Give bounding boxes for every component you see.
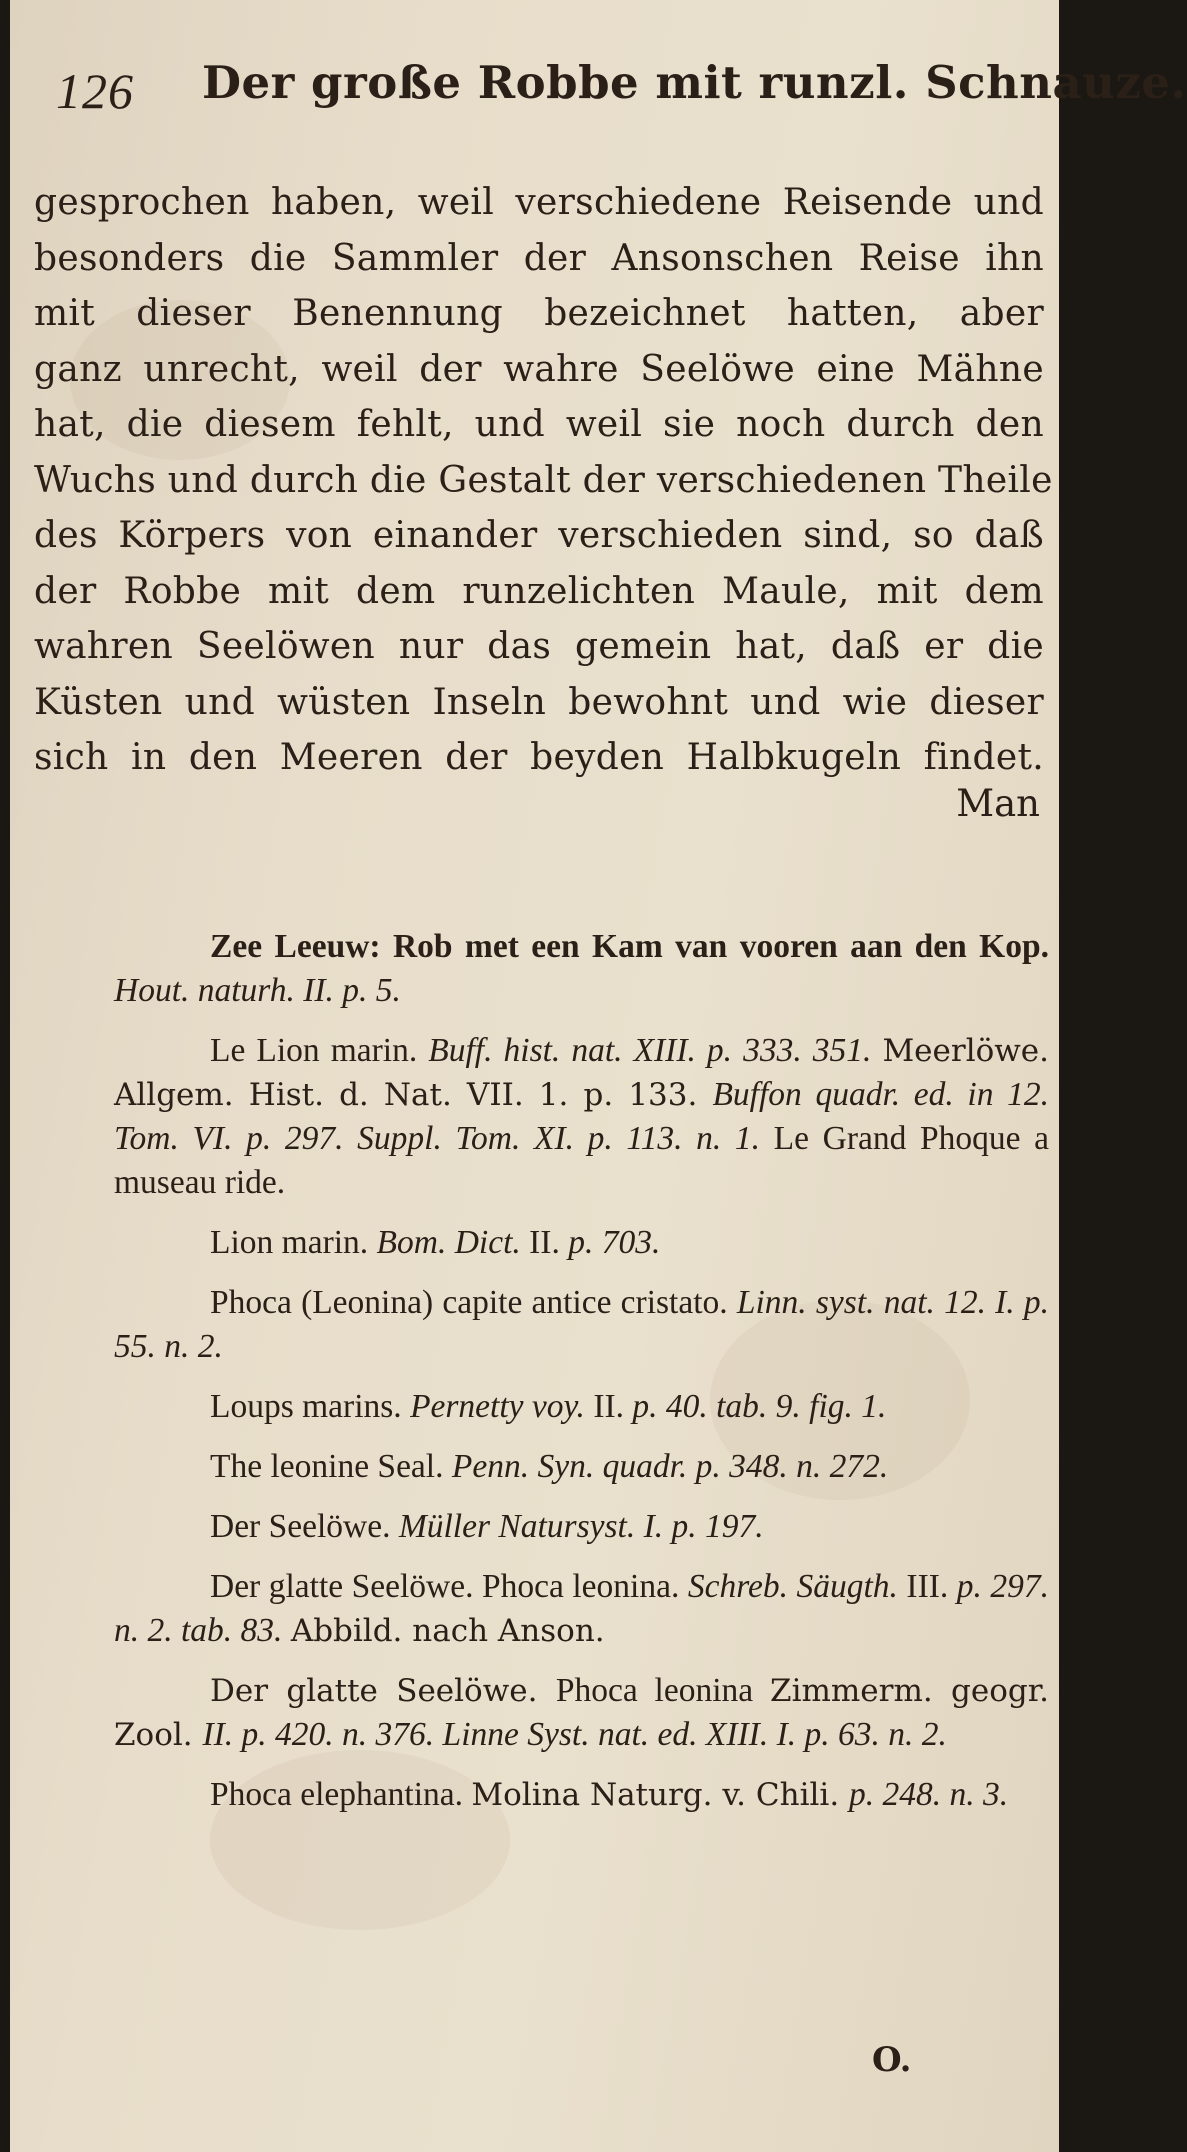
synonymy-entry	[114, 1505, 1049, 1549]
citation-segment: II.	[593, 1388, 633, 1425]
synonymy-entry	[114, 1565, 1049, 1653]
signature-mark: O.	[872, 2040, 912, 2080]
text-line: ganz unrecht, weil der wahre Seelöwe eine Mähne	[34, 348, 1044, 390]
citation-segment: Molina Naturg. v. Chili.	[471, 1777, 850, 1813]
citation-segment: Le Lion marin.	[210, 1032, 429, 1069]
citation-segment: III.	[906, 1568, 957, 1605]
main-text	[34, 175, 1053, 786]
text-line: gesprochen haben, weil verschiedene Reisende und	[34, 182, 1044, 223]
citation-segment: II. p. 420. n. 376. Linne Syst. nat. ed. XIII. I. p. 63. n. 2.	[202, 1716, 947, 1753]
page-header	[42, 56, 1187, 126]
synonymy-entry	[114, 1773, 1049, 1817]
synonymy-entry	[114, 1669, 1049, 1757]
citation-segment: p. 40. tab. 9. fig. 1.	[632, 1388, 887, 1425]
synonymy-entry	[114, 1029, 1049, 1205]
citation-segment: Lion marin.	[210, 1224, 377, 1261]
book-page	[10, 0, 1187, 2152]
text-line: sich in den Meeren der beyden Halbkugeln findet.	[34, 737, 1044, 778]
citation-segment: p. 703.	[568, 1224, 661, 1261]
citation-segment: Phoca leonina	[555, 1672, 771, 1709]
synonymy-entry	[114, 1385, 1049, 1429]
text-line: wahren Seelöwen nur das gemein hat, daß er die	[34, 626, 1044, 667]
citation-segment: Der glatte Seelöwe. Phoca leonina.	[210, 1568, 688, 1605]
citation-segment: Schreb. Säugth.	[687, 1568, 907, 1605]
citation-segment: Müller Natursyst. I. p. 197.	[398, 1508, 764, 1545]
citation-segment: The leonine Seal.	[210, 1448, 452, 1485]
synonymy-entry	[114, 1221, 1049, 1265]
catchword: Man	[956, 782, 1040, 825]
citation-segment: Phoca (Leonina) capite antice cristato.	[210, 1284, 737, 1321]
citation-segment: Bom. Dict.	[376, 1224, 530, 1261]
citation-segment: p. 248. n. 3.	[849, 1776, 1009, 1813]
citation-segment: Le Grand Phoque a museau ride.	[114, 1120, 1049, 1201]
citation-segment: Meerlöwe. Allgem. Hist. d. Nat. VII. 1. p. 133.	[114, 1033, 1050, 1113]
citation-segment: Buff. hist. nat. XIII. p. 333. 351.	[428, 1032, 883, 1069]
synonymy-entry	[114, 925, 1049, 1013]
text-line: Wuchs und durch die Gestalt der verschiedenen Theile	[34, 459, 1053, 501]
citation-segment: Linn. syst. nat. 12. I. p. 55. n. 2.	[114, 1284, 1050, 1365]
citation-segment: Buffon quadr. ed. in 12. Tom. VI. p. 297. Suppl. Tom. XI. p. 113. n. 1.	[114, 1076, 1049, 1157]
synonymy-entry	[114, 1445, 1049, 1489]
citation-segment: Zee Leeuw: Rob met een Kam van vooren aan den Kop.	[210, 928, 1049, 965]
text-line: der Robbe mit dem runzelichten Maule, mit dem	[34, 570, 1044, 612]
citation-segment: II.	[529, 1224, 569, 1261]
citation-segment: Der Seelöwe.	[210, 1508, 399, 1545]
text-line: hat, die diesem fehlt, und weil sie noch durch den	[34, 404, 1044, 445]
citation-segment: Penn. Syn. quadr. p. 348. n. 272.	[451, 1448, 889, 1485]
citation-segment: Loups marins.	[210, 1388, 411, 1425]
citation-segment: Der glatte Seelöwe.	[210, 1673, 556, 1709]
citation-segment: Pernetty voy.	[410, 1388, 594, 1425]
citation-segment: p. 297. n. 2. tab. 83.	[114, 1568, 1050, 1649]
citation-segment: Abbild. nach Anson.	[290, 1613, 605, 1649]
text-line: des Körpers von einander verschieden sind, so daß	[34, 515, 1044, 556]
citation-segment: Hout. naturh. II. p. 5.	[114, 972, 401, 1009]
synonymy-notes	[114, 925, 1049, 1833]
page-number: 126	[56, 63, 134, 119]
text-line: mit dieser Benennung bezeichnet hatten, aber	[34, 293, 1044, 334]
synonymy-entry	[114, 1281, 1049, 1369]
text-line: besonders die Sammler der Ansonschen Reise ihn	[34, 237, 1044, 279]
citation-segment: Phoca elephantina.	[210, 1776, 472, 1813]
running-title: Der große Robbe mit runzl. Schnauze.	[202, 56, 1187, 109]
citation-segment: Zimmerm. geogr. Zool.	[114, 1673, 1050, 1753]
text-line: Küsten und wüsten Inseln bewohnt und wie dieser	[34, 681, 1044, 723]
